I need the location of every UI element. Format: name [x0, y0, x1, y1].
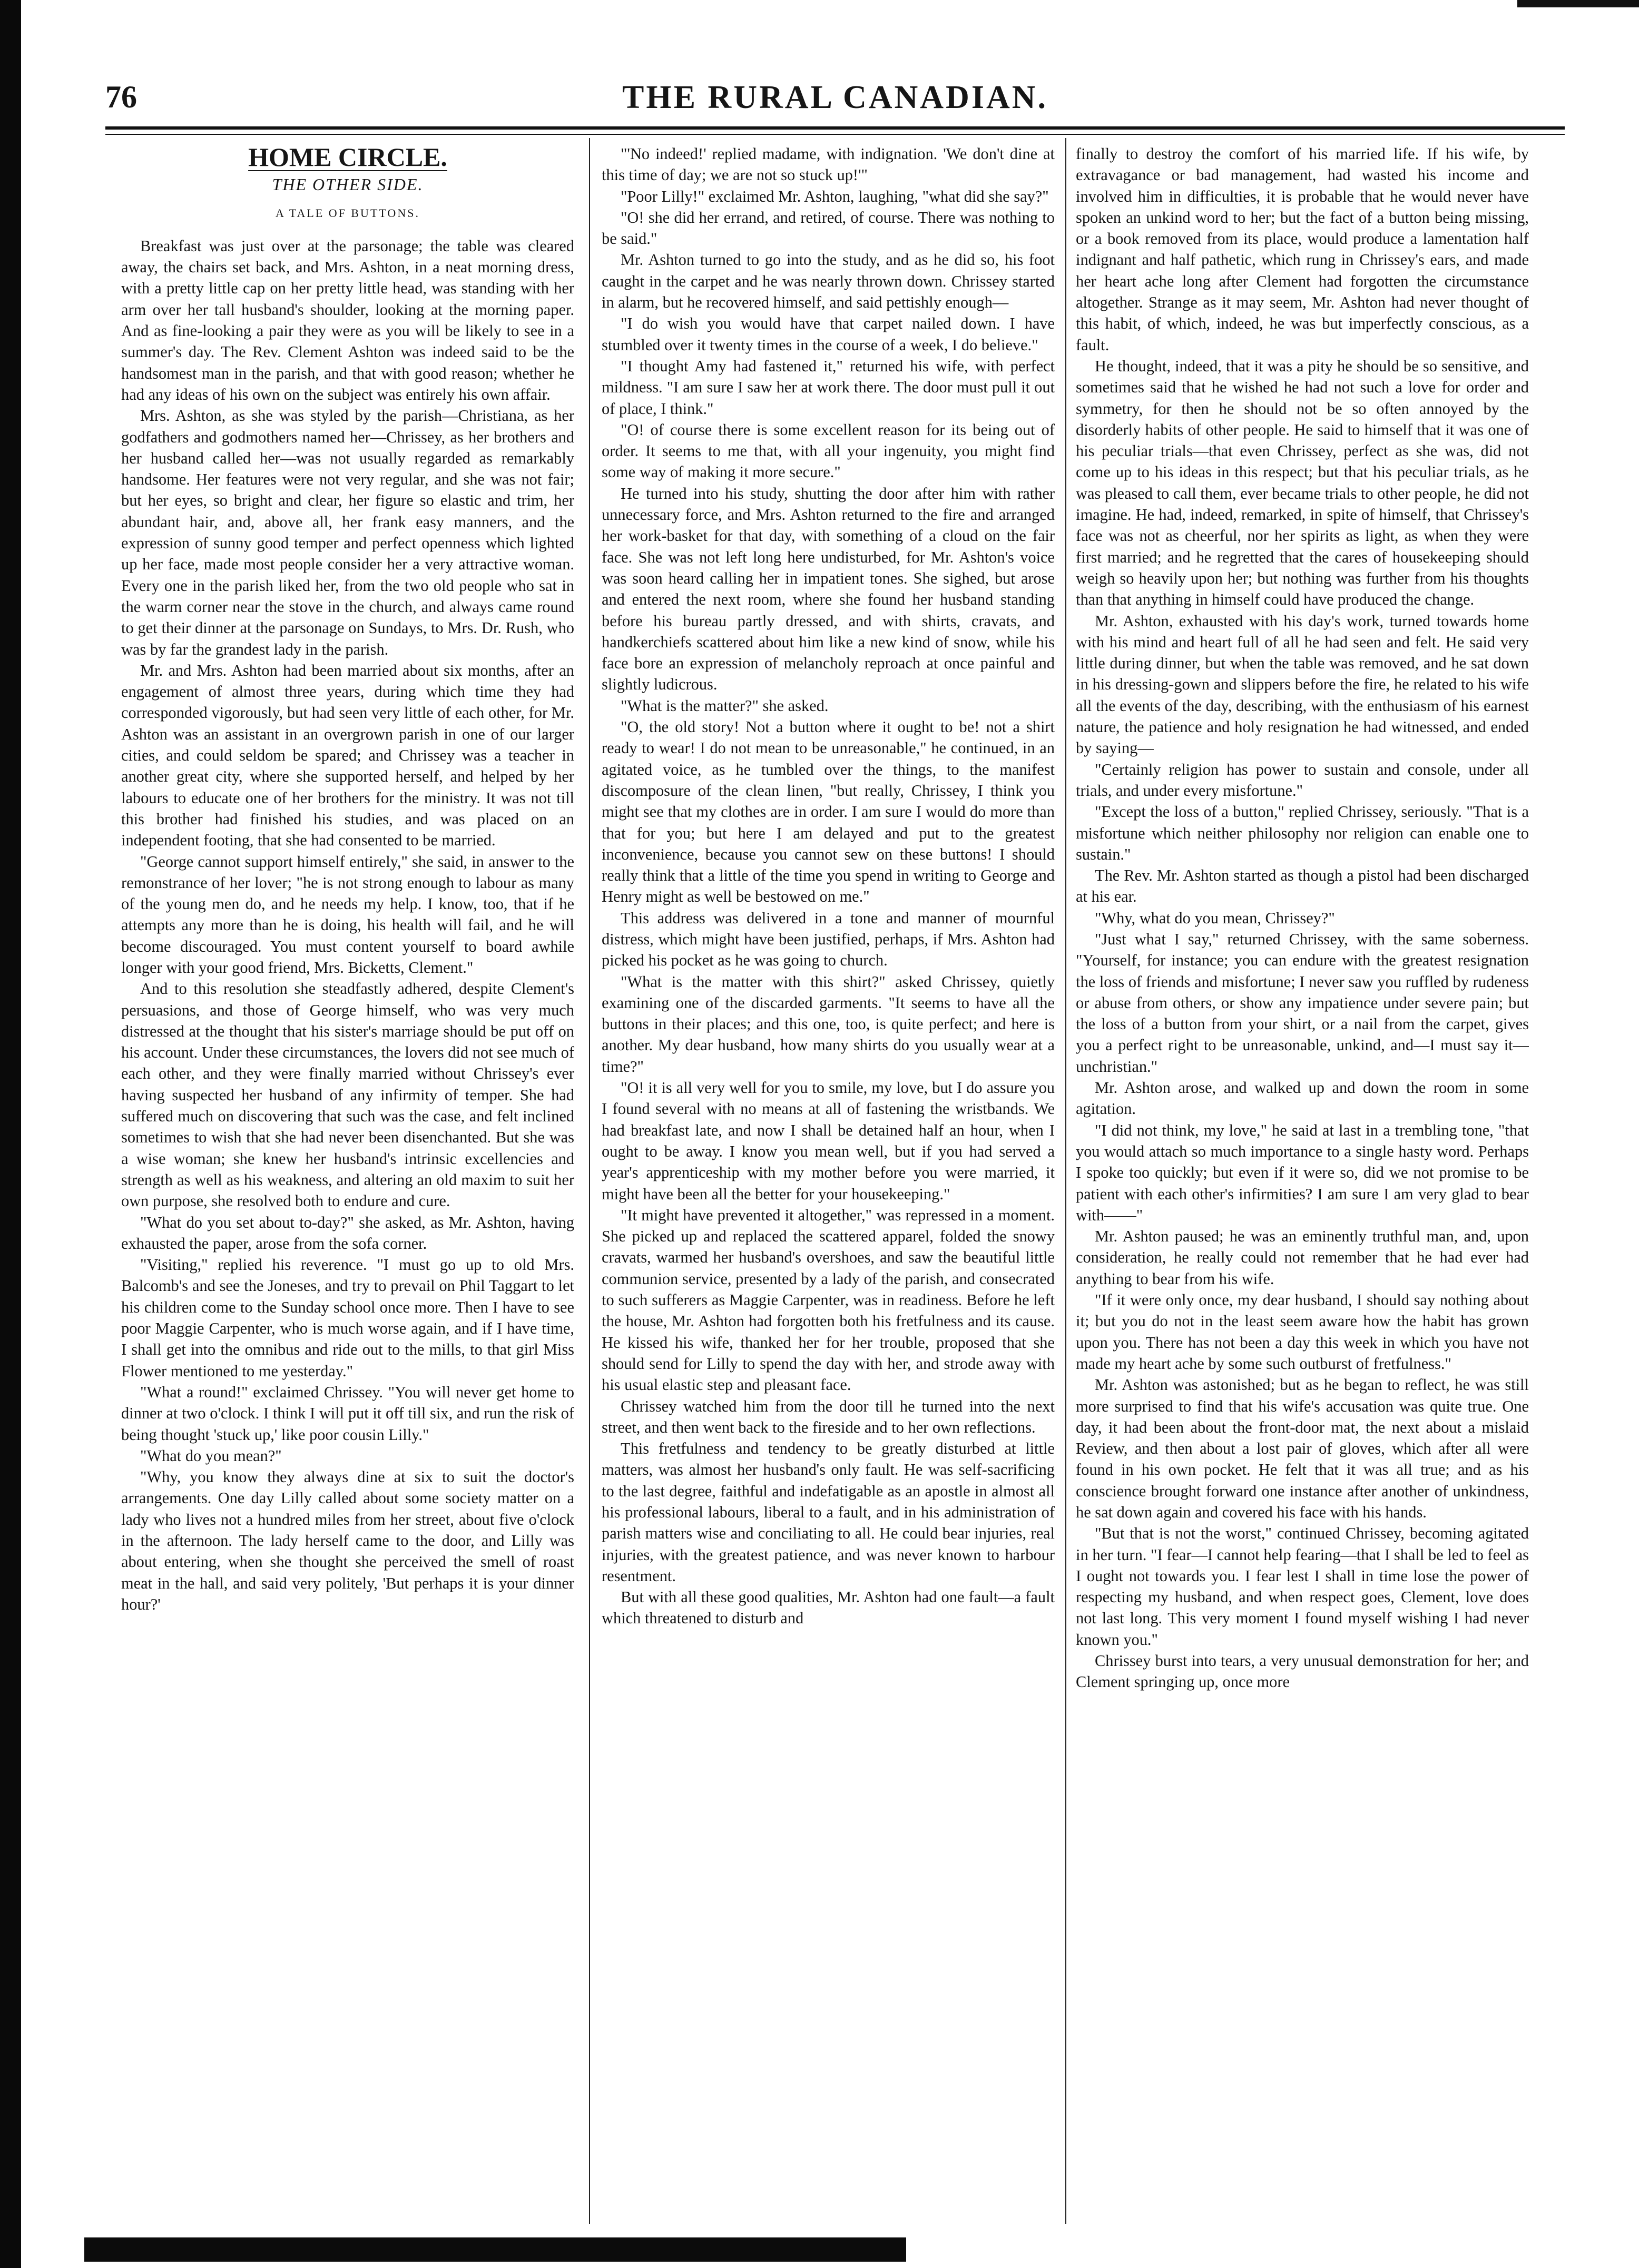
paragraph: "O! it is all very well for you to smile, my love, but I do assure you I found several with no means at all of fastening the wristbands. We had breakfast late, and now I shall be detained half an hour, when I ought to be away. I know you mean well, but if you had served a year's apprenticeship with my mother before you were married, it might have been all the better for your housekeeping." — [602, 1079, 1055, 1203]
paragraph: "It might have prevented it altogether," was repressed in a moment. She picked up and replaced the scattered apparel, folded the snowy cravats, warmed her husband's overshoes, and saw the beautiful little communion service, presented by a lady of the parish, and consecrated to such sufferers as Maggie Carpenter, was in readiness. Before he left the house, Mr. Ashton had forgotten both his fretfulness and its cause. He kissed his wife, thanked her for her trouble, proposed that she should send for Lilly to spend the day with her, and strode away with his usual elastic step and pleasant face. — [602, 1206, 1055, 1394]
header-rule-thick — [105, 126, 1565, 130]
article-column-1 — [121, 143, 574, 2228]
paragraph: "What is the matter with this shirt?" asked Chrissey, quietly examining one of the discarded garments. "It seems to have all the buttons in their places; and this one, too, is quite perfect; and here is another. My dear husband, how many shirts do you usually wear at a time?" — [602, 972, 1055, 1076]
paragraph: "What is the matter?" she asked. — [621, 696, 829, 715]
paragraph: "But that is not the worst," continued Chrissey, becoming agitated in her turn. "I fear—I cannot help fearing—that I shall be led to feel as I ought not towards you. I fear lest I shall in time lose the power of respecting my husband, and when respect goes, Clement, love does not last long. This very moment I found myself wishing I had never known you." — [1076, 1524, 1529, 1649]
paragraph: Mrs. Ashton, as she was styled by the parish—Christiana, as her godfathers and godmothers named her—Chrissey, as her brothers and her husband called her—was not usually regarded as remarkably handsome. Her features were not very regular, and she was not fair; but her eyes, so bright and clear, her figure so elastic and trim, her abundant hair, and, above all, her frank easy manners, and the expression of sunny good temper and perfect openness which lighted up her face, made most people consider her a very attractive woman. Every one in the parish liked her, from the two old people who sat in the warm corner near the stove in the church, and always came round to get their dinner at the parsonage on Sundays, to Mrs. Dr. Rush, who was by far the grandest lady in the parish. — [121, 407, 574, 658]
paragraph: This fretfulness and tendency to be greatly disturbed at little matters, was almost her husband's only fault. He was self-sacrificing to the last degree, faithful and indefatigable as an apostle in almost all his professional labours, liberal to a fault, and in his administration of parish matters wise and conciliating to all. He could bear injuries, real injuries, with the greatest patience, and was never known to harbour resentment. — [602, 1439, 1055, 1585]
paragraph: "Visiting," replied his reverence. "I must go up to old Mrs. Balcomb's and see the Joneses, and try to prevail on Phil Taggart to let his children come to the Sunday school once more. Then I have to see poor Maggie Carpenter, who is much worse again, and if I have time, I shall get into the omnibus and ride out to the mills, to that girl Miss Flower mentioned to me yesterday." — [121, 1256, 574, 1380]
paragraph: Chrissey burst into tears, a very unusual demonstration for her; and Clement springing up, once more — [1076, 1652, 1529, 1691]
paragraph: "Why, you know they always dine at six to suit the doctor's arrangements. One day Lilly called about some society matter on a lady who lives not a hundred miles from her street, about five o'clock in the afternoon. The lady herself came to the door, and Lilly was about entering, when she thought she perceived the smell of roast meat in the hall, and said very politely, 'But perhaps it is your dinner hour?' — [121, 1468, 574, 1613]
paragraph: "Except the loss of a button," replied Chrissey, seriously. "That is a misfortune which neither philosophy nor religion can enable one to sustain." — [1076, 803, 1529, 863]
paragraph: Chrissey watched him from the door till he turned into the next street, and then went back to the fireside and to her own reflections. — [602, 1397, 1055, 1436]
paragraph: "O, the old story! Not a button where it ought to be! not a shirt ready to wear! I do not mean to be unreasonable," he continued, in an agitated voice, as he tumbled over the things, to the manifest discomposure of the clean linen, "but really, Chrissey, I think you might see that my clothes are in order. I am sure I would do more than that for you; but here I am delayed and put to the greatest inconvenience, because you cannot sew on these buttons! I should really think that a little of the time you spend in writing to George and Henry might as well be bestowed on me." — [602, 718, 1055, 906]
paragraph: Mr. Ashton, exhausted with his day's work, turned towards home with his mind and heart full of all he had seen and felt. He said very little during dinner, but when the table was removed, and he sat down in his dressing-gown and slippers before the fire, he related to his wife all the events of the day, describing, with the enthusiasm of his earnest nature, the patience and holy resignation he had witnessed, and ended by saying— — [1076, 612, 1529, 757]
paragraph: Mr. Ashton was astonished; but as he began to reflect, he was still more surprised to find that his wife's accusation was quite true. One day, it had been about the front-door mat, the next about a mislaid Review, and then about a lost pair of gloves, which after all were found in his own pocket. He felt that it was all true; and as his conscience brought forward one instance after another of unkindness, he sat down again and covered his face with his hands. — [1076, 1376, 1529, 1521]
paragraph: finally to destroy the comfort of his married life. If his wife, by extravagance or bad management, had wasted his income and involved him in difficulties, it is probable that he would never have spoken an unkind word to her; but the fact of a button being missing, or a book removed from its place, would produce a lamentation half indignant and half pathetic, which rung in Chrissey's ears, and made her heart ache long after Clement had forgotten the circumstance altogether. Strange as it may seem, Mr. Ashton had never thought of this habit, of which, indeed, he was but imperfectly conscious, as a fault. — [1076, 145, 1529, 354]
masthead-title: THE RURAL CANADIAN. — [622, 80, 1048, 115]
paragraph: "Just what I say," returned Chrissey, with the same soberness. "Yourself, for instance; you can endure with the greatest resignation the loss of friends and misfortune; I never saw you ruffled by rudeness or abuse from others, or show any impatience under severe pain; but the loss of a button from your shirt, or a nail from the carpet, gives you a perfect right to be unreasonable, unkind, and—I must say it—unchristian." — [1076, 930, 1529, 1076]
paragraph: Mr. Ashton turned to go into the study, and as he did so, his foot caught in the carpet and he was nearly thrown down. Chrissey started in alarm, but he recovered himself, and said pettishly enough— — [602, 251, 1055, 312]
paragraph: "O! of course there is some excellent reason for its being out of order. It seems to me that, with all your ingenuity, you might find some way of making it more secure." — [602, 420, 1055, 481]
article-column-3 — [1076, 143, 1529, 2228]
paragraph: Mr. Ashton arose, and walked up and down the room in some agitation. — [1076, 1079, 1529, 1118]
paragraph: He thought, indeed, that it was a pity he should be so sensitive, and sometimes said that he wished he had not such a love for order and symmetry, for then he should not be so often annoyed by the disorderly habits of other people. He said to himself that it was one of his peculiar trials—that even Chrissey, perfect as she was, did not come up to his ideas in this respect; but that his peculiar trials, as he was pleased to call them, ever became trials to other people, he did not imagine. He had, indeed, remarked, in spite of himself, that Chrissey's face was not as cheerful, nor her spirits as light, as when they were first married; and he regretted that the cares of housekeeping should weigh so heavily upon her; but nothing was further from his thoughts than that anything in himself could have produced the change. — [1076, 357, 1529, 609]
page-header — [105, 79, 1565, 116]
article-column-2 — [602, 143, 1055, 2228]
paragraph: He turned into his study, shutting the door after him with rather unnecessary force, and Mrs. Ashton returned to the fire and arranged her work-basket for that day, with something of a cloud on the fair face. She was not left long here undisturbed, for Mr. Ashton's voice was soon heard calling her in impatient tones. She sighed, but arose and entered the next room, where she found her husband standing before his bureau partly dressed, and with shirts, cravats, and handkerchiefs scattered about him like a new kind of snow, while his face bore an expression of melancholy reproach at once painful and slightly ludicrous. — [602, 484, 1055, 694]
paragraph: "I do wish you would have that carpet nailed down. I have stumbled over it twenty times in the course of a week, I do believe." — [602, 314, 1055, 354]
paragraph: "What do you set about to-day?" she asked, as Mr. Ashton, having exhausted the paper, arose from the sofa corner. — [121, 1213, 574, 1253]
scan-top-mark — [1517, 0, 1639, 7]
scan-bottom-mark — [84, 2237, 906, 2262]
paragraph: The Rev. Mr. Ashton started as though a pistol had been discharged at his ear. — [1076, 866, 1529, 906]
page-number: 76 — [105, 80, 137, 114]
paragraph: But with all these good qualities, Mr. Ashton had one fault—a fault which threatened to disturb and — [602, 1588, 1055, 1628]
story-subtitle: A TALE OF BUTTONS. — [276, 206, 420, 220]
paragraph: "Poor Lilly!" exclaimed Mr. Ashton, laughing, "what did she say?" — [621, 187, 1049, 205]
paragraph: "Certainly religion has power to sustain and console, under all trials, and under every misfortune." — [1076, 760, 1529, 800]
scan-edge-shadow — [0, 0, 21, 2268]
paragraph: Mr. and Mrs. Ashton had been married about six months, after an engagement of almost three years, during which time they had corresponded vigorously, but had seen very little of each other, for Mr. Ashton was an assistant in an overgrown parish in one of our larger cities, and could seldom be spared; and Chrissey was a teacher in another great city, where she supported herself, and helped by her labours to educate one of her brothers for the ministry. It was not till this brother had finished his studies, and was placed on an independent footing, that she had consented to be married. — [121, 661, 574, 850]
column-divider-2 — [1065, 138, 1066, 2224]
paragraph: "George cannot support himself entirely," she said, in answer to the remonstrance of her lover; "he is not strong enough to labour as many of the young men do, and he needs my help. I know, too, that if he attempts any more than he is doing, his health will fail, and he will become discouraged. You must content yourself to board awhile longer with your good friend, Mrs. Bicketts, Clement." — [121, 852, 574, 977]
paragraph: "What a round!" exclaimed Chrissey. "You will never get home to dinner at two o'clock. I think I will put it off till six, and run the risk of being thought 'stuck up,' like poor cousin Lilly." — [121, 1383, 574, 1444]
paragraph: "O! she did her errand, and retired, of course. There was nothing to be said." — [602, 208, 1055, 248]
paragraph: "If it were only once, my dear husband, I should say nothing about it; but you do not in the least seem aware how the habit has grown upon you. There has not been a day this week in which you have not made my heart ache by some such outburst of fretfulness." — [1076, 1291, 1529, 1373]
paragraph: Mr. Ashton paused; he was an eminently truthful man, and, upon consideration, he really could not remember that he had ever had anything to bear from his wife. — [1076, 1227, 1529, 1288]
column-divider-1 — [589, 138, 590, 2224]
paragraph: This address was delivered in a tone and manner of mournful distress, which might have been justified, perhaps, if Mrs. Ashton had picked his pocket as he was going to church. — [602, 909, 1055, 970]
paragraph: Breakfast was just over at the parsonage; the table was cleared away, the chairs set back, and Mrs. Ashton, in a neat morning dress, with a pretty little cap on her pretty little head, was standing with her arm over her tall husband's shoulder, looking at the morning paper. And as fine-looking a pair they were as you will be likely to see in a summer's day. The Rev. Clement Ashton was indeed said to be the handsomest man in the parish, and that with good reason; whether he had any ideas of his own on the subject was entirely his own affair. — [121, 236, 574, 403]
paragraph: "What do you mean?" — [140, 1446, 282, 1465]
paragraph: "I thought Amy had fastened it," returned his wife, with perfect mildness. "I am sure I saw her at work there. The door must pull it out of place, I think." — [602, 357, 1055, 418]
paragraph: "Why, what do you mean, Chrissey?" — [1095, 909, 1335, 927]
paragraph: "I did not think, my love," he said at last in a trembling tone, "that you would attach so much importance to a single hasty word. Perhaps I spoke too quickly; but even if it were so, did we not promise to be patient with each other's infirmities? I am sure I am very glad to bear with——" — [1076, 1121, 1529, 1224]
story-title: THE OTHER SIDE. — [272, 175, 424, 194]
section-title: HOME CIRCLE. — [248, 143, 447, 172]
paragraph: And to this resolution she steadfastly adhered, despite Clement's persuasions, and those of George himself, who was very much distressed at the thought that his sister's marriage should be put off on his account. Under these circumstances, the lovers did not see much of each other, and they were finally married without Chrissey's ever having suspected her husband of any infirmity of temper. She had suffered much on discovering that such was the case, and felt inclined sometimes to wish that she had never been disenchanted. But she was a wise woman; she knew her husband's intrinsic excellencies and strength as well as his weakness, and altering an old maxim to suit her own purpose, she resolved both to endure and cure. — [121, 980, 574, 1210]
header-rule-thin — [105, 134, 1565, 135]
paragraph: "'No indeed!' replied madame, with indignation. 'We don't dine at this time of day; we are not so stuck up!'" — [602, 145, 1055, 184]
